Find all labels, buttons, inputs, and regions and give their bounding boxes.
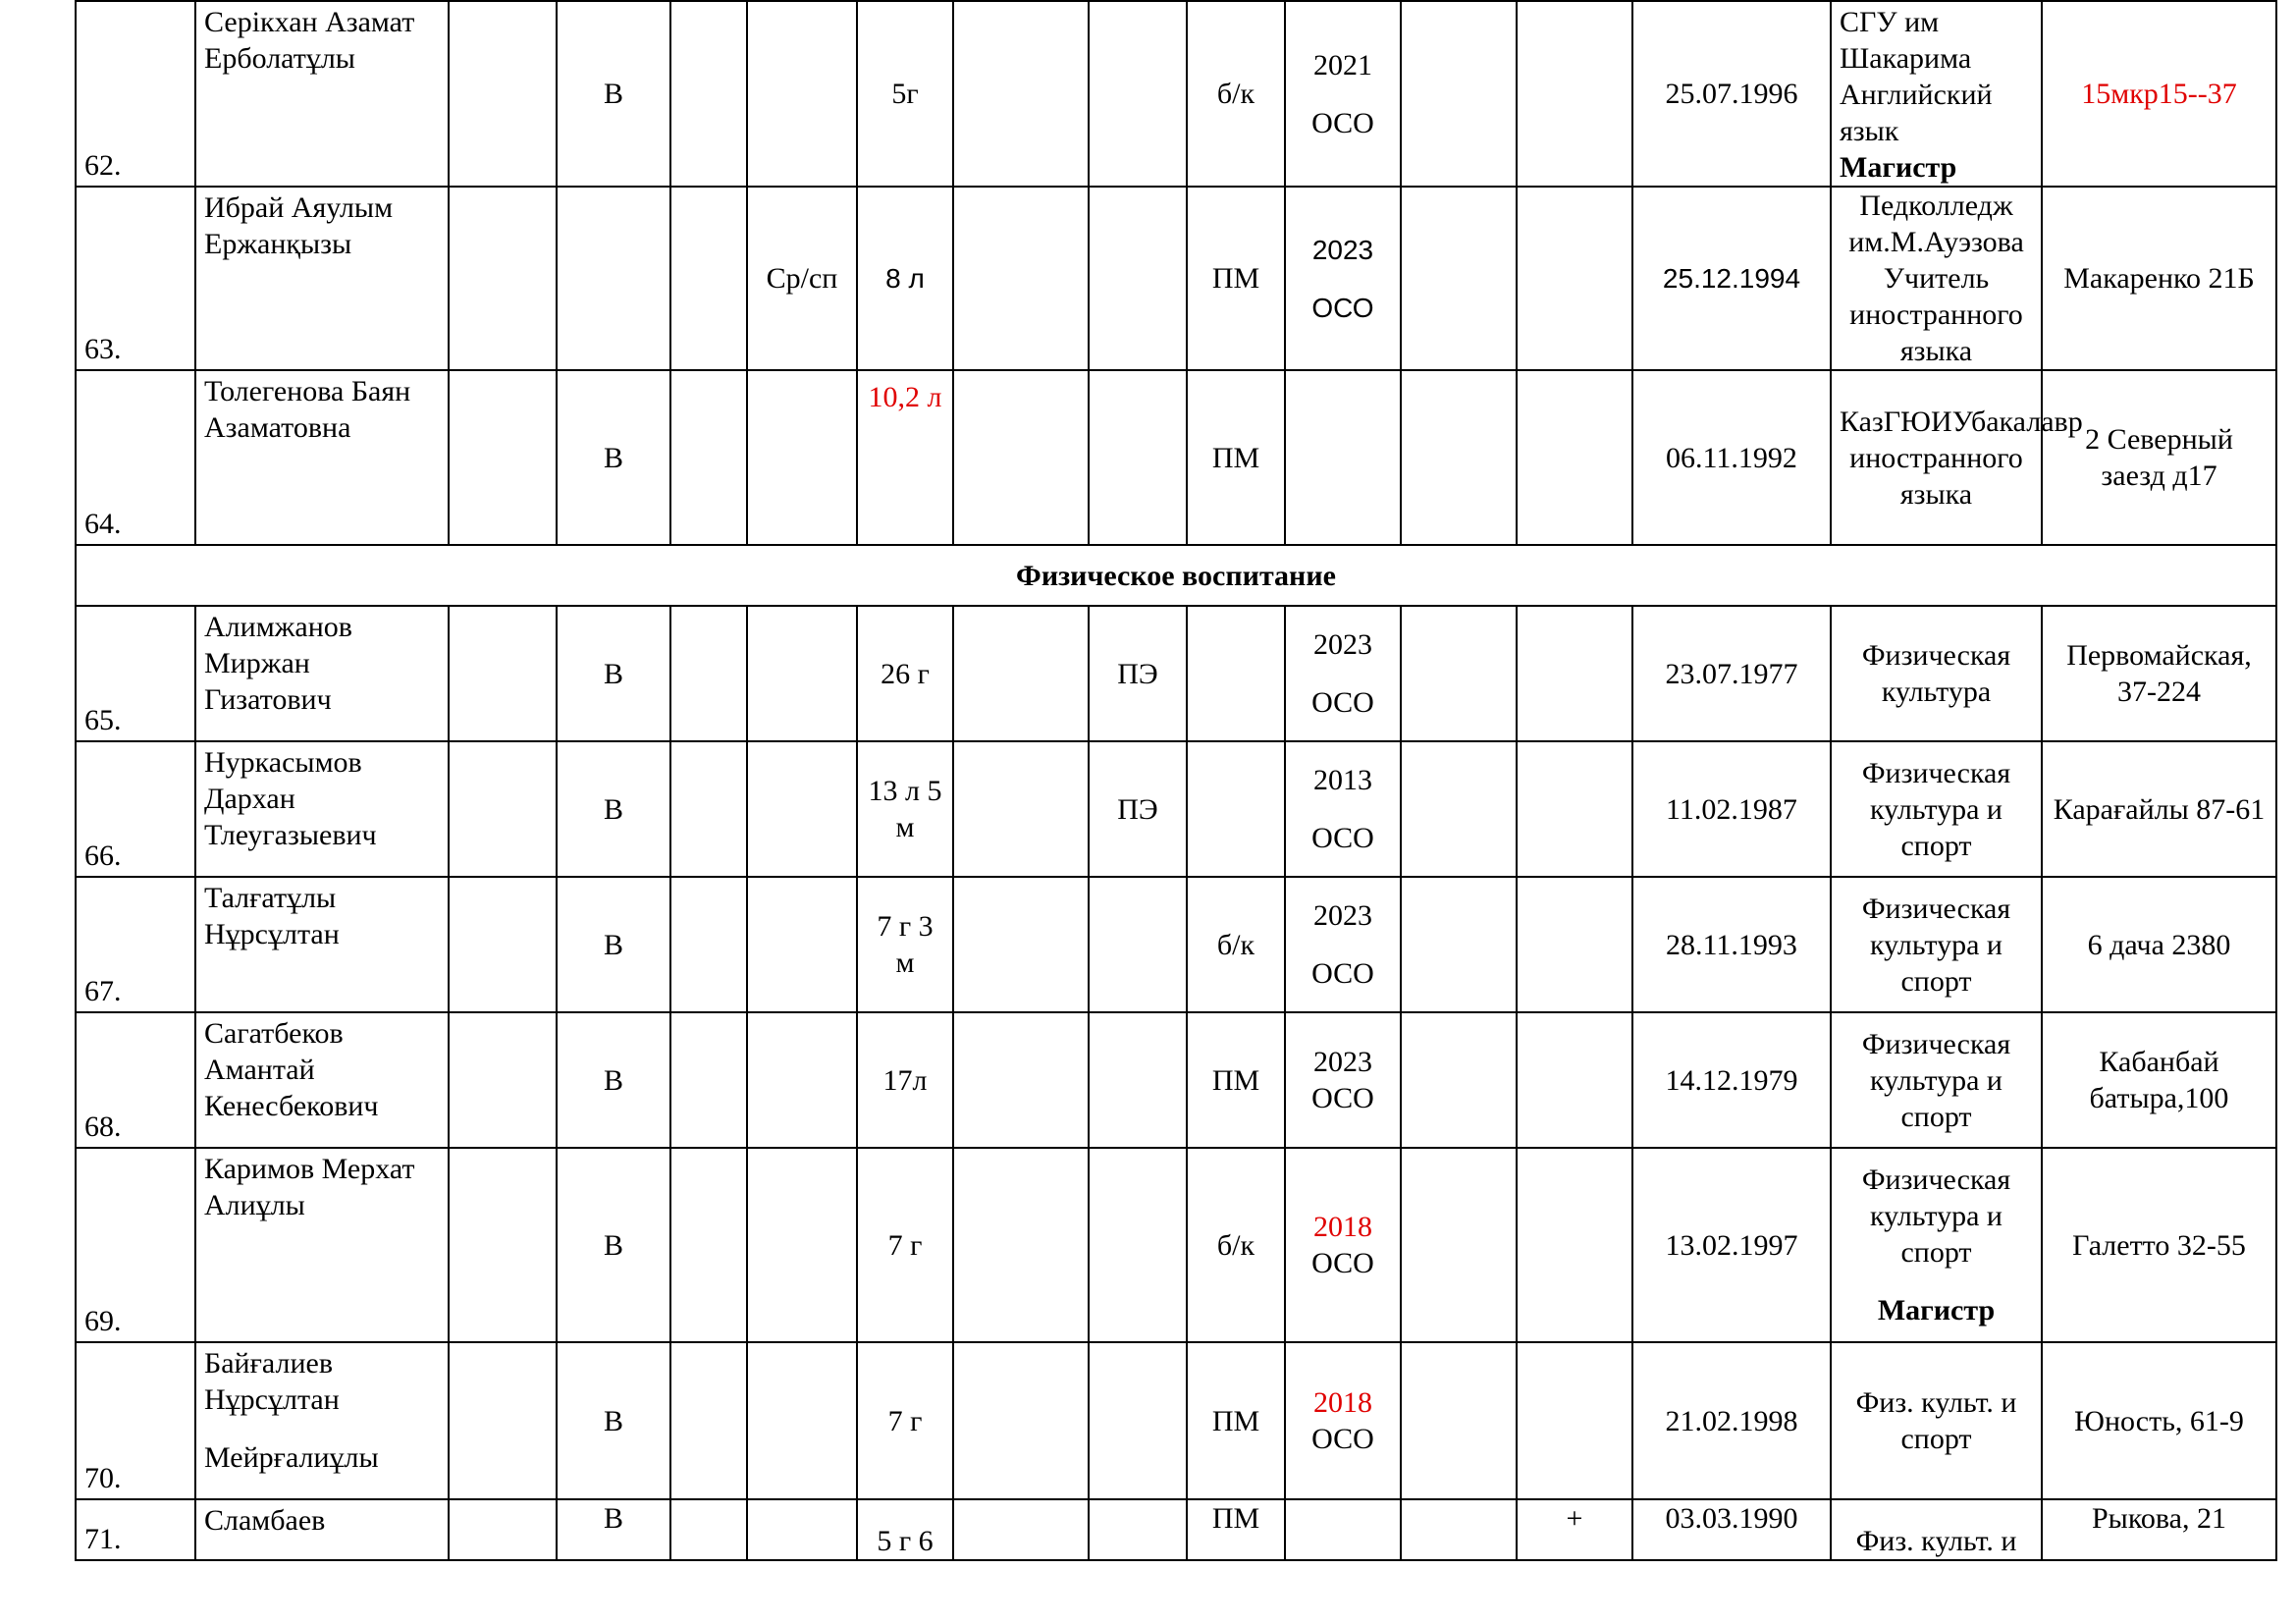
address: 6 дача 2380: [2042, 877, 2276, 1012]
education-text: Физическая культура и спорт: [1831, 877, 2042, 1012]
section-row: [76, 545, 2276, 606]
address: Первомайская, 37-224: [2042, 606, 2276, 741]
training-oso: ОСО: [1311, 1423, 1374, 1455]
row-number: 70.: [76, 1342, 195, 1499]
training-oso: ОСО: [1311, 822, 1374, 854]
employee-name: Байғалиев Нұрсұлтан: [204, 1347, 340, 1416]
cell: [670, 1, 747, 187]
table-row: [76, 370, 2276, 545]
cell: [953, 741, 1089, 877]
cell: [1285, 370, 1401, 545]
education-type: Ср/сп: [747, 187, 857, 370]
training-cell: [1285, 606, 1401, 741]
table-row: [76, 1, 2276, 187]
category: б/к: [1187, 877, 1285, 1012]
cell: [747, 1012, 857, 1148]
education-level: В: [557, 1342, 670, 1499]
cell: [670, 1342, 747, 1499]
row-number: 67.: [76, 877, 195, 1012]
education-level: В: [557, 877, 670, 1012]
birth-date: 25.07.1996: [1632, 1, 1831, 187]
training-oso: ОСО: [1311, 957, 1374, 990]
cell: [1517, 877, 1632, 1012]
cell: [449, 606, 557, 741]
category: ПМ: [1187, 187, 1285, 370]
education-text: Физическая культура и спорт: [1831, 1012, 2042, 1148]
training-year: 2023: [1313, 1046, 1372, 1078]
experience: 5 г 6: [857, 1499, 953, 1560]
row-number: 68.: [76, 1012, 195, 1148]
cell: [1089, 1342, 1187, 1499]
cell: [670, 1012, 747, 1148]
address: Рыкова, 21: [2042, 1499, 2276, 1560]
cell: [953, 370, 1089, 545]
birth-date: 03.03.1990: [1632, 1499, 1831, 1560]
cell: [747, 370, 857, 545]
cell: [1517, 741, 1632, 877]
cell: [747, 1, 857, 187]
table-row: [76, 877, 2276, 1012]
cell: [670, 1499, 747, 1560]
education-text: Физическая культура и спорт: [1861, 1164, 2011, 1269]
cell: [1285, 1499, 1401, 1560]
cell: [1401, 1, 1517, 187]
cell: [1517, 606, 1632, 741]
training-oso: ОСО: [1311, 106, 1374, 139]
cell: [1517, 1012, 1632, 1148]
cell: [1089, 1, 1187, 187]
experience: 17л: [857, 1012, 953, 1148]
cell: [449, 741, 557, 877]
cell: [1089, 1499, 1187, 1560]
cell: [747, 1499, 857, 1560]
row-number: 65.: [76, 606, 195, 741]
cell: [449, 1499, 557, 1560]
education-level: В: [557, 370, 670, 545]
address: Карағайлы 87-61: [2042, 741, 2276, 877]
education-cell: [1831, 1, 2042, 187]
table-row: [76, 187, 2276, 370]
cell: [1517, 370, 1632, 545]
birth-date: 23.07.1977: [1632, 606, 1831, 741]
employee-patronymic: Мейрғалиұлы: [204, 1441, 379, 1474]
category: [1187, 741, 1285, 877]
employee-name: Серікхан Азамат Ерболатұлы: [195, 1, 449, 187]
cell: [953, 187, 1089, 370]
birth-date: 21.02.1998: [1632, 1342, 1831, 1499]
employee-name: Толегенова Баян Азаматовна: [195, 370, 449, 545]
training-year: 2018: [1313, 1386, 1372, 1419]
education-text: Физ. культ. и: [1831, 1499, 2042, 1560]
cell: [670, 606, 747, 741]
cell: [953, 1342, 1089, 1499]
cell: [1401, 877, 1517, 1012]
employee-name-cell: [195, 1342, 449, 1499]
training-year: 2018: [1313, 1211, 1372, 1243]
row-number: 71.: [76, 1499, 195, 1560]
training-year: 2023: [1311, 234, 1374, 265]
education-level: В: [557, 741, 670, 877]
row-number: 64.: [76, 370, 195, 545]
education-text: КазГЮИУбакалавр иностранного языка: [1831, 370, 2042, 545]
category: ПМ: [1187, 1499, 1285, 1560]
birth-date: 14.12.1979: [1632, 1012, 1831, 1148]
cell: [1089, 187, 1187, 370]
training-cell: [1285, 187, 1401, 370]
employee-name: Сламбаев: [195, 1499, 449, 1560]
employee-name: Талғатұлы Нұрсұлтан: [195, 877, 449, 1012]
cell: [1401, 370, 1517, 545]
cell: [1401, 1012, 1517, 1148]
training-cell: [1285, 1, 1401, 187]
table-row: [76, 741, 2276, 877]
experience: 7 г 3 м: [857, 877, 953, 1012]
education-level: В: [557, 1012, 670, 1148]
cell: [747, 1342, 857, 1499]
address: 15мкр15--37: [2042, 1, 2276, 187]
table-row: [76, 1499, 2276, 1560]
cell: [747, 1148, 857, 1342]
cell: [953, 606, 1089, 741]
cell: [953, 1012, 1089, 1148]
education-level: В: [557, 1, 670, 187]
cell: [953, 1, 1089, 187]
table-row: [76, 1012, 2276, 1148]
row-number: 66.: [76, 741, 195, 877]
cell: [953, 1499, 1089, 1560]
education-degree: Магистр: [1840, 151, 1957, 184]
education-level: В: [557, 1148, 670, 1342]
cell: [670, 741, 747, 877]
employee-name: Нуркасымов Дархан Тлеугазыевич: [195, 741, 449, 877]
cell: [1089, 1148, 1187, 1342]
cell: [449, 1012, 557, 1148]
cell: [449, 187, 557, 370]
education-level: В: [557, 606, 670, 741]
cell: [747, 877, 857, 1012]
employee-name: Алимжанов Миржан Гизатович: [195, 606, 449, 741]
education-text: Педколледж им.М.Ауэзова Учитель иностранного языка: [1831, 187, 2042, 370]
cell: [953, 1148, 1089, 1342]
education-text: Физ. культ. и спорт: [1831, 1342, 2042, 1499]
employee-name: Ибрай Аяулым Ержанқызы: [195, 187, 449, 370]
training-cell: [1285, 741, 1401, 877]
cell: [953, 877, 1089, 1012]
category: ПМ: [1187, 1012, 1285, 1148]
training-oso: ОСО: [1311, 292, 1374, 323]
birth-date: 25.12.1994: [1632, 187, 1831, 370]
education-cell: [1831, 1148, 2042, 1342]
training-oso: ОСО: [1311, 1247, 1374, 1279]
cell: [1517, 1, 1632, 187]
cell: [1089, 1012, 1187, 1148]
cell: [1401, 741, 1517, 877]
cell: [670, 370, 747, 545]
category: б/к: [1187, 1, 1285, 187]
experience: 5г: [857, 1, 953, 187]
training-cell: [1285, 877, 1401, 1012]
training-year: 2013: [1313, 764, 1372, 796]
table-row: [76, 1148, 2276, 1342]
training-cell: [1285, 1012, 1401, 1148]
section-title: Физическое воспитание: [76, 545, 2276, 606]
cell: [1401, 606, 1517, 741]
cell: [1401, 187, 1517, 370]
address: 2 Северный заезд д17: [2042, 370, 2276, 545]
address: Макаренко 21Б: [2042, 187, 2276, 370]
row-number: 62.: [76, 1, 195, 187]
cell: [1517, 1342, 1632, 1499]
address: Галетто 32-55: [2042, 1148, 2276, 1342]
cell: [1089, 370, 1187, 545]
cell: [670, 1148, 747, 1342]
cell: [1401, 1342, 1517, 1499]
staff-table: [75, 0, 2277, 1561]
category: ПМ: [1187, 370, 1285, 545]
training-cell: [1285, 1342, 1401, 1499]
address: Кабанбай батыра,100: [2042, 1012, 2276, 1148]
education-degree: Магистр: [1877, 1294, 1996, 1326]
cell: [1089, 877, 1187, 1012]
training-year: 2021: [1313, 48, 1372, 81]
training-oso: ОСО: [1311, 1082, 1374, 1114]
mark: +: [1517, 1499, 1632, 1560]
cell: [449, 1342, 557, 1499]
cell: [449, 370, 557, 545]
experience: 26 г: [857, 606, 953, 741]
education-text: Физическая культура и спорт: [1831, 741, 2042, 877]
cell: [1517, 187, 1632, 370]
experience: 10,2 л: [857, 370, 953, 545]
training-year: 2023: [1313, 899, 1372, 932]
qualification: ПЭ: [1089, 606, 1187, 741]
employee-name: Каримов Мерхат Алиұлы: [195, 1148, 449, 1342]
experience: 7 г: [857, 1342, 953, 1499]
table-row: [76, 606, 2276, 741]
experience: 7 г: [857, 1148, 953, 1342]
address: Юность, 61-9: [2042, 1342, 2276, 1499]
cell: [670, 187, 747, 370]
cell: [1517, 1148, 1632, 1342]
category: ПМ: [1187, 1342, 1285, 1499]
birth-date: 13.02.1997: [1632, 1148, 1831, 1342]
row-number: 63.: [76, 187, 195, 370]
birth-date: 28.11.1993: [1632, 877, 1831, 1012]
employee-name: Сагатбеков Амантай Кенесбекович: [195, 1012, 449, 1148]
category: [1187, 606, 1285, 741]
table-row: [76, 1342, 2276, 1499]
education-level: [557, 187, 670, 370]
cell: [1401, 1148, 1517, 1342]
experience: 8 л: [857, 187, 953, 370]
cell: [1401, 1499, 1517, 1560]
category: б/к: [1187, 1148, 1285, 1342]
education-text: СГУ им Шакарима Английский язык: [1840, 6, 1993, 147]
training-year: 2023: [1313, 628, 1372, 661]
training-cell: [1285, 1148, 1401, 1342]
row-number: 69.: [76, 1148, 195, 1342]
cell: [747, 741, 857, 877]
cell: [747, 606, 857, 741]
cell: [449, 1148, 557, 1342]
education-text: Физическая культура: [1831, 606, 2042, 741]
experience: 13 л 5 м: [857, 741, 953, 877]
cell: [670, 877, 747, 1012]
birth-date: 06.11.1992: [1632, 370, 1831, 545]
cell: [449, 877, 557, 1012]
training-oso: ОСО: [1311, 686, 1374, 719]
qualification: ПЭ: [1089, 741, 1187, 877]
education-level: В: [557, 1499, 670, 1560]
cell: [449, 1, 557, 187]
birth-date: 11.02.1987: [1632, 741, 1831, 877]
